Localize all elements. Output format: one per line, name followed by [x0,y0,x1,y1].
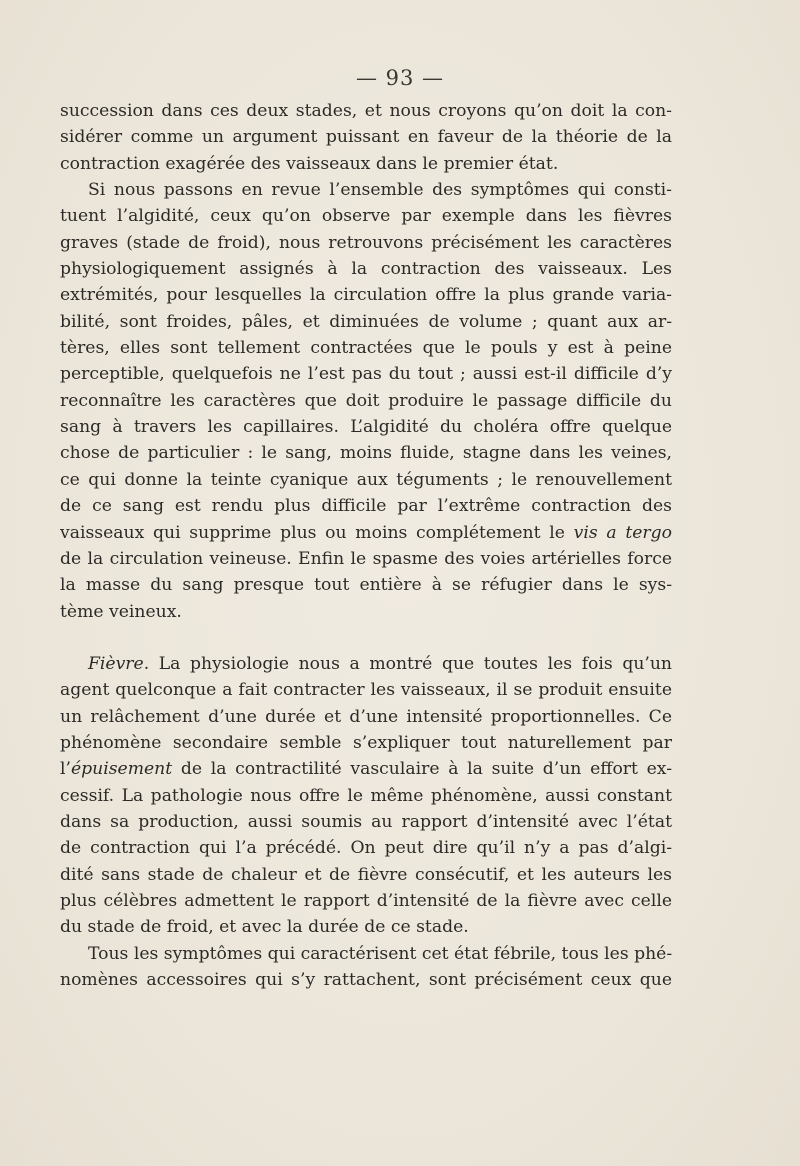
text-line: de la circulation veineuse. Enfin le spasme des voies artérielles force [60,548,672,569]
text-line: extrémités, pour lesquelles la circulation offre la plus grande varia- [60,285,672,306]
text-run: l’ [60,759,71,780]
text-line [60,756,672,782]
text-line: contraction exagérée des vaisseaux dans le premier état. [60,153,559,174]
paragraph [60,941,672,994]
paragraph [60,177,672,625]
body-text [60,98,672,993]
text-line: du stade de froid, et avec la durée de ce stade. [60,917,469,938]
text-line: perceptible, quelquefois ne l’est pas du tout ; aussi est-il difficile d’y [60,364,672,385]
paragraph [60,98,672,177]
section-heading-italic: Fièvre [88,653,144,674]
text-line: ce qui donne la teinte cyanique aux téguments ; le renouvellement [60,469,672,490]
text-line: la masse du sang presque tout entière à se réfugier dans le sys- [60,575,672,596]
text-line: succession dans ces deux stades, et nous croyons qu’on doit la con- [60,101,672,121]
text-line: chose de particulier : le sang, moins fluide, stagne dans les veines, [60,443,672,464]
text-line [60,651,672,677]
text-line: dans sa production, aussi soumis au rapport d’intensité avec l’état [60,811,672,832]
paragraph [60,651,672,941]
text-line: un relâchement d’une durée et d’une intensité proportionnelles. Ce [60,706,672,727]
text-line: Si nous passons en revue l’ensemble des symptômes qui consti- [88,180,672,201]
text-line: de ce sang est rendu plus difficile par l’extrême contraction des [60,496,672,517]
text-line [60,520,672,546]
text-run: vaisseaux qui supprime plus ou moins complétement le [60,522,574,543]
text-line: bilité, sont froides, pâles, et diminuées de volume ; quant aux ar- [60,311,672,332]
text-line: Tous les symptômes qui caractérisent cet état fébrile, tous les phé- [88,943,673,964]
text-line: sang à travers les capillaires. L’algidité du choléra offre quelque [60,417,672,438]
text-line: plus célèbres admettent le rapport d’intensité de la fièvre avec celle [60,890,672,911]
text-line: cessif. La pathologie nous offre le même phénomène, aussi constant [60,785,672,806]
text-line: reconnaître les caractères que doit produire le passage difficile du [60,390,672,411]
page-number: — 93 — [355,66,445,90]
italic-text: vis a tergo [573,522,672,543]
text-line: agent quelconque a fait contracter les vaisseaux, il se produit ensuite [60,680,672,701]
text-line: tème veineux. [60,601,182,622]
text-line: dité sans stade de chaleur et de fièvre consécutif, et les auteurs les [60,864,672,885]
text-line: tères, elles sont tellement contractées que le pouls y est à peine [60,338,672,359]
italic-text: épuisement [70,759,173,780]
text-run: de la contractilité vasculaire à la suite d’un effort ex- [172,759,672,780]
text-run: . La physiologie nous a montré que toutes les fois qu’un [143,653,672,674]
text-line: tuent l’algidité, ceux qu’on observe par exemple dans les fièvres [60,206,672,227]
text-line: phénomène secondaire semble s’expliquer tout naturellement par [60,732,672,753]
section-gap [60,625,672,651]
text-line: graves (stade de froid), nous retrouvons précisément les caractères [60,232,672,253]
text-line: nomènes accessoires qui s’y rattachent, sont précisément ceux que [60,970,672,990]
text-line: physiologiquement assignés à la contraction des vaisseaux. Les [60,259,672,280]
text-line: de contraction qui l’a précédé. On peut dire qu’il n’y a pas d’algi- [60,838,672,859]
text-line: sidérer comme un argument puissant en faveur de la théorie de la [60,127,672,148]
